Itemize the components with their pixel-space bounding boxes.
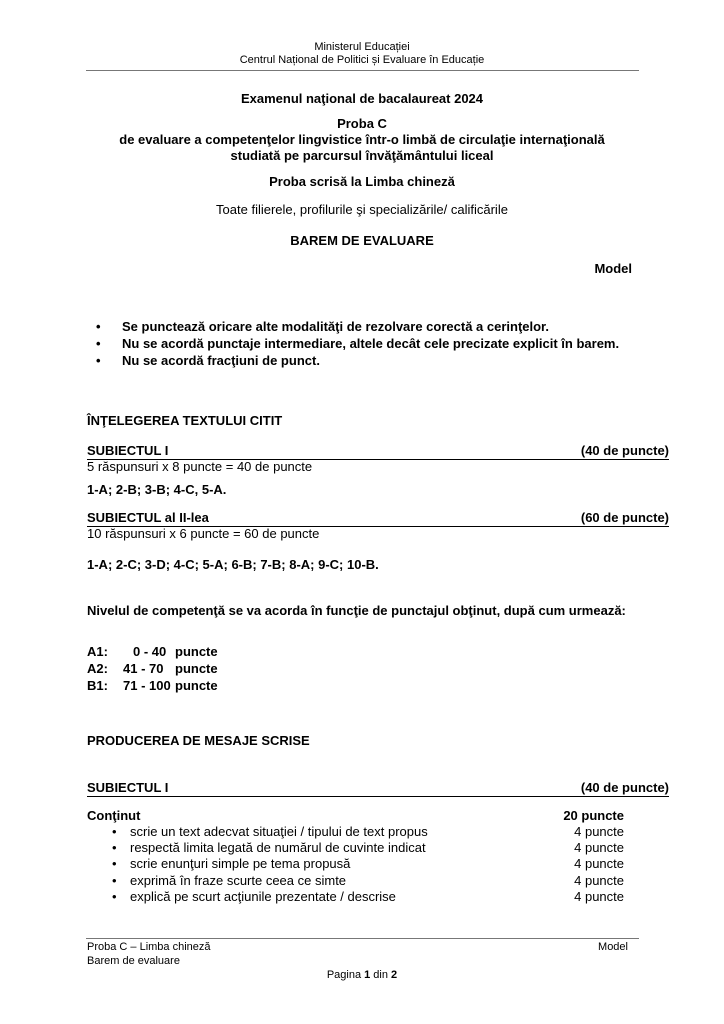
footer-model: Model (598, 941, 628, 953)
criterion-item (112, 856, 624, 872)
content-label: Conţinut (87, 808, 141, 823)
page-prefix: Pagina (326, 969, 365, 981)
header-center: Centrul Național de Politici și Evaluare în Educație (239, 54, 485, 66)
rule-item: • Nu se acordă fracţiuni de punct. (96, 352, 656, 369)
exam-title: Examenul naţional de bacalaureat 2024 (240, 91, 484, 106)
reading-subject-2 (87, 510, 669, 525)
ministry-header (0, 41, 724, 67)
criterion-text: scrie un text adecvat situaţiei / tipului de text propus (130, 824, 428, 839)
footer-divider (86, 938, 639, 939)
page-mid: din (370, 969, 392, 981)
scoring-formula: 10 răspunsuri x 6 puncte = 60 de puncte (87, 526, 320, 541)
subject-title: Proba scrisă la Limba chineză (269, 174, 455, 189)
criterion-text: explică pe scurt acţiunile prezentate / descrise (130, 888, 396, 904)
reading-heading: ÎNŢELEGEREA TEXTULUI CITIT (87, 413, 283, 428)
level-unit: puncte (175, 661, 218, 676)
level-unit: puncte (175, 644, 218, 659)
footer-left (87, 940, 211, 968)
level-range: 41 - 70 (123, 661, 164, 676)
writing-subject-1 (87, 780, 669, 795)
subject-underline (87, 796, 669, 797)
description-line1: de evaluare a competenţelor lingvistice într-o limbă de circulaţie internaţională (119, 132, 605, 147)
level-range: 71 - 100 (123, 678, 171, 693)
subject-points: (40 de puncte) (580, 780, 669, 795)
level-code: A2: (87, 661, 108, 676)
subject-points: (40 de puncte) (580, 443, 669, 458)
header-divider (86, 70, 639, 71)
level-note: Nivelul de competenţă se va acorda în funcţie de punctajul obţinut, după cum urmează: (87, 603, 626, 618)
competence-levels (87, 643, 218, 694)
barem-title: BAREM DE EVALUARE (290, 233, 434, 248)
level-code: A1: (87, 644, 108, 659)
criterion-points: 4 puncte (574, 888, 624, 904)
level-row (87, 643, 218, 660)
description-line2: studiată pe parcursul învăţământului liceal (230, 148, 494, 163)
subject-title: SUBIECTUL I (87, 443, 169, 458)
header-ministry: Ministerul Educației (314, 41, 410, 53)
level-row (87, 677, 218, 694)
content-points: 20 puncte (563, 808, 624, 823)
criterion-item (112, 889, 624, 905)
proba-label: Proba C (337, 116, 387, 131)
criterion-item (112, 824, 624, 840)
content-criteria (112, 824, 624, 905)
page-number (0, 968, 724, 982)
page-total: 2 (391, 969, 398, 981)
criterion-points: 4 puncte (574, 824, 624, 839)
answer-key: 1-A; 2-C; 3-D; 4-C; 5-A; 6-B; 7-B; 8-A; 9-C; 10-B. (87, 557, 379, 572)
footer-exam: Proba C – Limba chineză (87, 941, 211, 953)
level-range: 0 - 40 (133, 644, 167, 659)
page-current: 1 (364, 969, 371, 981)
criterion-points: 4 puncte (574, 856, 624, 872)
exam-description (0, 116, 724, 164)
level-row (87, 660, 218, 677)
subject-title: SUBIECTUL al II-lea (87, 510, 209, 525)
footer-doc: Barem de evaluare (87, 955, 180, 967)
writing-heading: PRODUCEREA DE MESAJE SCRISE (87, 733, 310, 748)
subject-points: (60 de puncte) (580, 510, 669, 525)
criterion-text: exprimă în fraze scurte ceea ce simte (130, 872, 347, 888)
level-code: B1: (87, 678, 108, 693)
criterion-text: scrie enunţuri simple pe tema propusă (130, 856, 351, 872)
subject-title: SUBIECTUL I (87, 780, 169, 795)
rule-item: • Nu se acordă punctaje intermediare, altele decât cele precizate explicit în barem. (96, 335, 656, 352)
level-unit: puncte (175, 678, 218, 693)
criterion-points: 4 puncte (574, 840, 624, 856)
criterion-points: 4 puncte (574, 872, 624, 888)
answer-key: 1-A; 2-B; 3-B; 4-C, 5-A. (87, 482, 227, 497)
filiere-note: Toate filierele, profilurile şi specializările/ calificările (216, 202, 508, 217)
reading-subject-1 (87, 443, 669, 458)
model-label: Model (594, 261, 632, 276)
criterion-text: respectă limita legată de numărul de cuvinte indicat (130, 840, 426, 856)
general-rules (96, 318, 656, 369)
rule-item: • Se punctează oricare alte modalităţi de rezolvare corectă a cerinţelor. (96, 318, 656, 335)
criterion-item (112, 840, 624, 856)
criterion-item (112, 873, 624, 889)
scoring-formula: 5 răspunsuri x 8 puncte = 40 de puncte (87, 459, 313, 474)
